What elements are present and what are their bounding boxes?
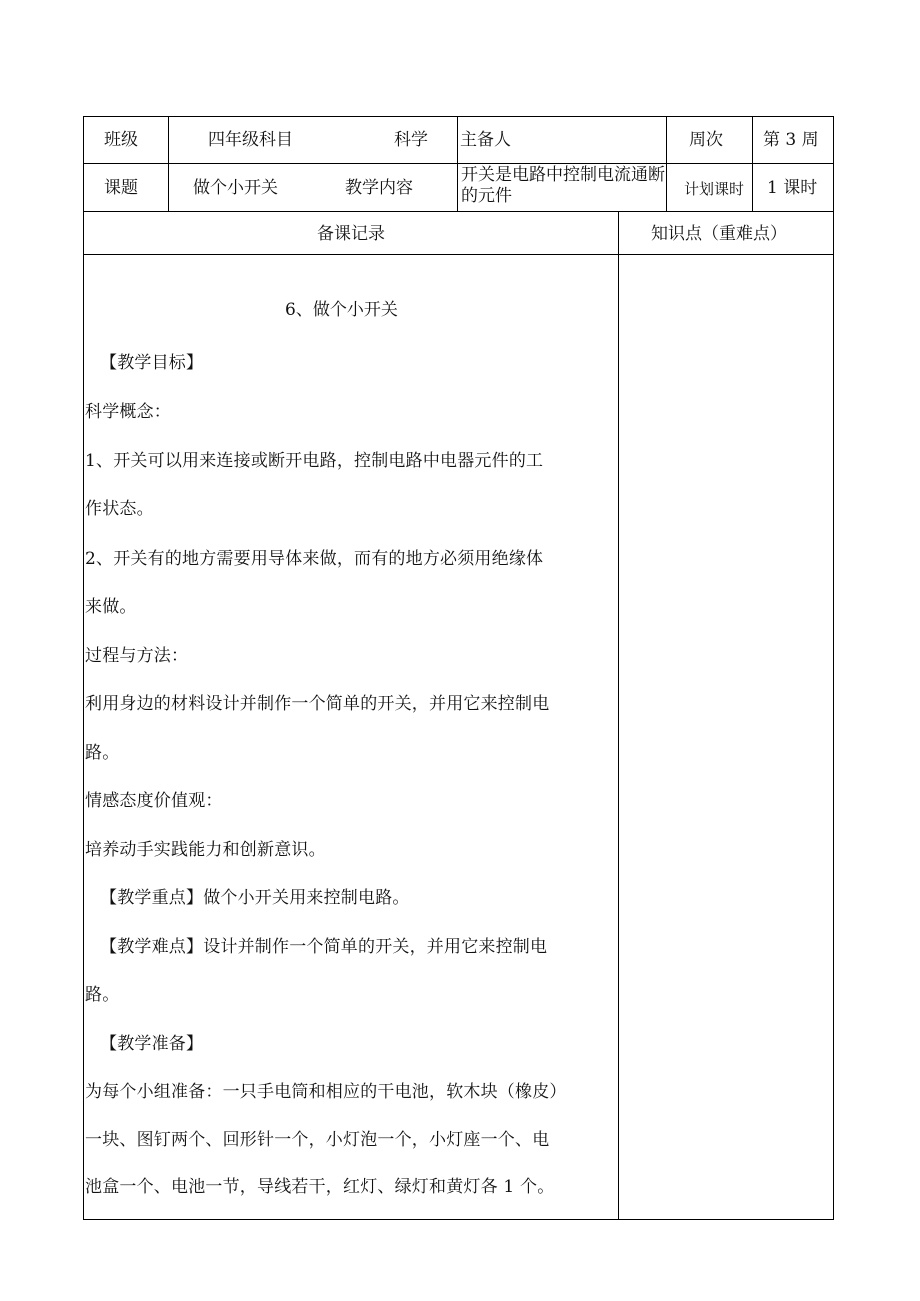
- table-border-top: [83, 116, 834, 117]
- topic-value: 做个小开关: [193, 178, 278, 198]
- lesson-line: 【教学难点】设计并制作一个简单的开关，并用它来控制电: [100, 937, 548, 957]
- content-label: 教学内容: [345, 178, 413, 198]
- col-divider-content: [457, 116, 458, 211]
- lesson-line: 1、开关可以用来连接或断开电路，控制电路中电器元件的工: [85, 451, 544, 471]
- table-border-bottom: [83, 1219, 834, 1220]
- week-value: 第 3 周: [763, 130, 819, 150]
- row2-bottom-line: [83, 211, 834, 212]
- class-label: 班级: [104, 130, 138, 150]
- row3-bottom-line: [83, 254, 834, 255]
- lesson-line: 情感态度价值观：: [85, 791, 223, 811]
- lesson-line: 池盒一个、电池一节，导线若干，红灯、绿灯和黄灯各 1 个。: [85, 1177, 555, 1197]
- lesson-line: 【教学目标】: [100, 353, 204, 373]
- row1-bottom-line: [83, 163, 834, 164]
- record-column-header: 备课记录: [317, 224, 385, 244]
- table-border-left: [83, 116, 84, 1220]
- col-divider-week-value: [752, 116, 753, 211]
- subject-value: 科学: [394, 130, 428, 150]
- lesson-line: 2、开关有的地方需要用导体来做，而有的地方必须用绝缘体: [85, 549, 544, 569]
- lesson-line: 为每个小组准备：一只手电筒和相应的干电池，软木块（橡皮）: [85, 1082, 567, 1102]
- lesson-line: 一块、图钉两个、回形针一个，小灯泡一个，小灯座一个、电: [85, 1130, 550, 1150]
- week-label: 周次: [689, 130, 723, 150]
- col-divider-knowledge: [618, 211, 619, 1220]
- planned-hours-label: 计划课时: [684, 180, 745, 198]
- lesson-line: 【教学重点】做个小开关用来控制电路。: [100, 888, 410, 908]
- lesson-line: 作状态。: [85, 499, 154, 519]
- col-divider-week-label: [666, 116, 667, 211]
- grade-subject-label: 四年级科目: [208, 130, 293, 150]
- lesson-line: 路。: [85, 743, 120, 763]
- planned-hours-value: 1 课时: [767, 178, 818, 198]
- knowledge-column-header: 知识点（重难点）: [651, 224, 787, 244]
- lesson-line: 过程与方法：: [85, 646, 189, 666]
- table-border-right: [833, 116, 834, 1220]
- preparer-label: 主备人: [460, 130, 511, 150]
- content-value: 开关是电路中控制电流通断的元件: [461, 165, 665, 206]
- lesson-line: 【教学准备】: [100, 1034, 204, 1054]
- lesson-line: 利用身边的材料设计并制作一个简单的开关，并用它来控制电: [85, 694, 550, 714]
- topic-label: 课题: [104, 178, 138, 198]
- lesson-line: 路。: [85, 985, 120, 1005]
- lesson-line: 培养动手实践能力和创新意识。: [85, 840, 326, 860]
- lesson-title: 6、做个小开关: [285, 300, 398, 320]
- lesson-line: 科学概念：: [85, 402, 171, 422]
- lesson-line: 来做。: [85, 597, 137, 617]
- col-divider-label: [168, 116, 169, 211]
